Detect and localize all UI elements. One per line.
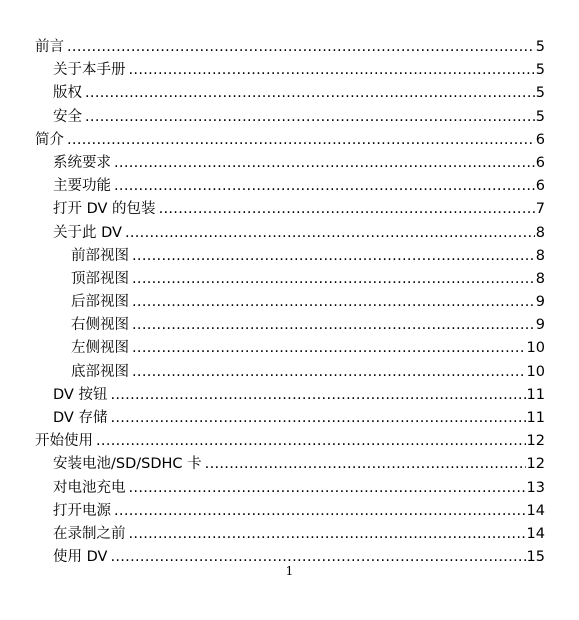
toc-dot-leader [85,106,535,129]
toc-entry-title: 后部视图 [71,294,129,311]
toc-entry-page: 11 [526,410,545,426]
toc-dot-leader [114,152,535,175]
toc-dot-leader [132,245,535,268]
toc-entry-page: 9 [535,294,545,311]
table-of-contents [35,36,545,569]
toc-entry-page: 5 [535,85,545,102]
toc-dot-leader [67,129,535,152]
toc-entry-page: 13 [526,479,545,496]
toc-entry-page: 8 [535,270,545,287]
toc-entry-page: 10 [526,340,545,357]
toc-dot-leader [132,291,535,314]
toc-entry[interactable] [35,175,545,198]
toc-entry[interactable] [35,500,545,523]
toc-entry[interactable] [35,82,545,105]
toc-entry[interactable] [35,337,545,360]
toc-dot-leader [110,407,525,430]
toc-dot-leader [110,384,525,407]
toc-entry-page: 5 [535,108,545,125]
toc-entry-page: 11 [526,386,545,403]
toc-entry[interactable] [35,407,545,430]
toc-entry-page: 8 [535,224,545,241]
toc-entry-page: 6 [535,154,545,171]
toc-entry[interactable] [35,245,545,268]
toc-entry-page: 9 [535,317,545,334]
toc-entry-title: 前言 [35,39,64,55]
toc-entry-title: 系统要求 [53,154,111,171]
toc-entry[interactable] [35,36,545,59]
toc-dot-leader [96,430,526,453]
toc-entry[interactable] [35,430,545,453]
toc-entry-title: 安装电池/SD/SDHC 卡 [53,456,202,473]
toc-entry-title: 在录制之前 [53,525,126,542]
toc-entry-title: 简介 [35,131,64,148]
toc-entry[interactable] [35,523,545,546]
toc-entry[interactable] [35,106,545,129]
toc-entry[interactable] [35,314,545,337]
toc-entry[interactable] [35,198,545,221]
toc-dot-leader [129,523,526,546]
toc-dot-leader [114,500,526,523]
toc-entry-title: 版权 [53,85,82,102]
toc-entry-title: DV 按钮 [53,386,108,403]
toc-entry[interactable] [35,222,545,245]
toc-dot-leader [67,36,535,59]
toc-entry-page: 14 [526,525,545,542]
toc-entry-title: 前部视图 [71,247,129,264]
toc-entry-page: 14 [526,502,545,519]
toc-entry[interactable] [35,268,545,291]
toc-entry-page: 6 [535,131,545,148]
toc-entry-page: 8 [535,247,545,264]
toc-dot-leader [129,477,526,500]
toc-entry-page: 12 [526,433,545,450]
toc-dot-leader [132,361,526,384]
toc-dot-leader [132,268,535,291]
toc-entry-title: 关于此 DV [53,224,122,241]
toc-entry[interactable] [35,291,545,314]
toc-dot-leader [129,59,535,82]
toc-entry[interactable] [35,129,545,152]
toc-entry-page: 5 [535,39,545,55]
toc-entry-title: 安全 [53,108,82,125]
toc-dot-leader [114,175,535,198]
page-number: 1 [285,564,294,578]
toc-entry[interactable] [35,477,545,500]
toc-entry[interactable] [35,361,545,384]
toc-entry[interactable] [35,384,545,407]
toc-entry-title: 左侧视图 [71,340,129,357]
toc-entry-page: 10 [526,363,545,380]
toc-entry-page: 15 [526,549,545,566]
toc-dot-leader [125,222,535,245]
toc-dot-leader [159,198,535,221]
toc-entry-title: DV 存储 [53,410,108,426]
toc-dot-leader [205,453,526,476]
toc-entry-page: 12 [526,456,545,473]
toc-dot-leader [85,82,535,105]
toc-entry-title: 打开 DV 的包装 [53,201,156,218]
toc-entry-title: 关于本手册 [53,62,126,79]
toc-entry-title: 顶部视图 [71,270,129,287]
toc-entry-title: 开始使用 [35,433,93,450]
toc-entry-title: 底部视图 [71,363,129,380]
toc-entry-title: 主要功能 [53,178,111,195]
toc-entry-page: 6 [535,178,545,195]
toc-entry-title: 对电池充电 [53,479,126,496]
toc-entry[interactable] [35,152,545,175]
toc-entry-title: 使用 DV [53,549,108,566]
toc-dot-leader [132,314,535,337]
toc-entry-title: 右侧视图 [71,317,129,334]
toc-entry-page: 7 [535,201,545,218]
toc-entry[interactable] [35,453,545,476]
toc-dot-leader [132,337,526,360]
toc-entry-page: 5 [535,62,545,79]
toc-entry-title: 打开电源 [53,502,111,519]
toc-entry[interactable] [35,59,545,82]
